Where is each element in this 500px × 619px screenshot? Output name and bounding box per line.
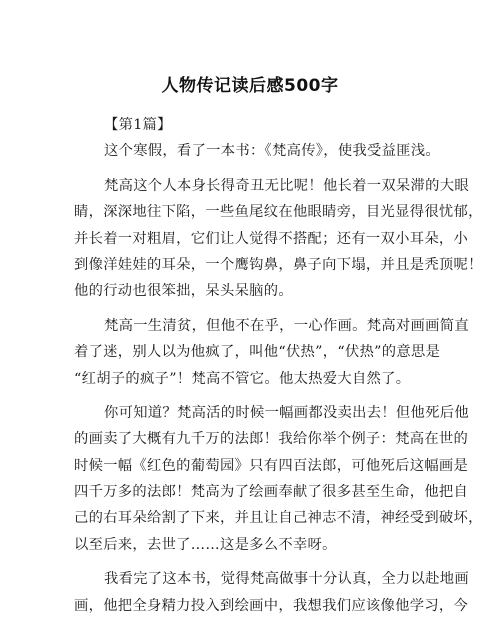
text-line: 你可知道？梵高活的时候一幅画都没卖出去！但他死后他 bbox=[104, 404, 469, 421]
text-line: 并长着一对粗眉，它们让人觉得不搭配；还有一双小耳朵，小 bbox=[74, 230, 469, 247]
text-line: 我看完了这本书，觉得梵高做事十分认真，全力以赴地画 bbox=[104, 571, 469, 588]
text-line: 梵高一生清贫，但他不在乎，一心作画。梵高对画画简直 bbox=[104, 317, 469, 334]
text-line: 这个寒假，看了一本书：《梵高传》，使我受益匪浅。 bbox=[104, 143, 441, 160]
text-line: 己的右耳朵给割了下来，并且让自己神志不清，神经受到破坏， bbox=[74, 510, 483, 527]
text-line: 画，他把全身精力投入到绘画中，我想我们应该像他学习，今 bbox=[74, 597, 469, 614]
document-body bbox=[74, 112, 483, 619]
text-line: 时候一幅《红色的葡萄园》只有四百法郎，可他死后这幅画是 bbox=[74, 457, 469, 474]
text-line: 四千万多的法郎！梵高为了绘画奉献了很多甚至生命，他把自 bbox=[74, 484, 469, 501]
section-label: 【第1篇】 bbox=[104, 117, 172, 133]
text-line: 梵高这个人本身长得奇丑无比呢！他长着一双呆滞的大眼 bbox=[104, 177, 469, 194]
text-line: “红胡子的疯子”！梵高不管它。他太热爱大自然了。 bbox=[74, 370, 411, 387]
text-line: 他的行动也很笨拙，呆头呆脑的。 bbox=[74, 283, 293, 300]
text-line: 睛，深深地往下陷，一些鱼尾纹在他眼睛旁，目光显得很忧郁， bbox=[74, 204, 483, 221]
text-line: 的画卖了大概有九千万的法郎！我给你举个例子：梵高在世的 bbox=[74, 431, 469, 448]
text-line: 以至后来，去世了……这是多么不幸呀。 bbox=[74, 536, 337, 553]
document-title: 人物传记读后感500字 bbox=[161, 76, 339, 96]
text-line: 着了迷，别人以为他疯了，叫他“伏热”，“伏热”的意思是 bbox=[74, 344, 441, 361]
text-line: 到像洋娃娃的耳朵，一个鹰钩鼻，鼻子向下塌，并且是秃顶呢！ bbox=[74, 256, 483, 273]
